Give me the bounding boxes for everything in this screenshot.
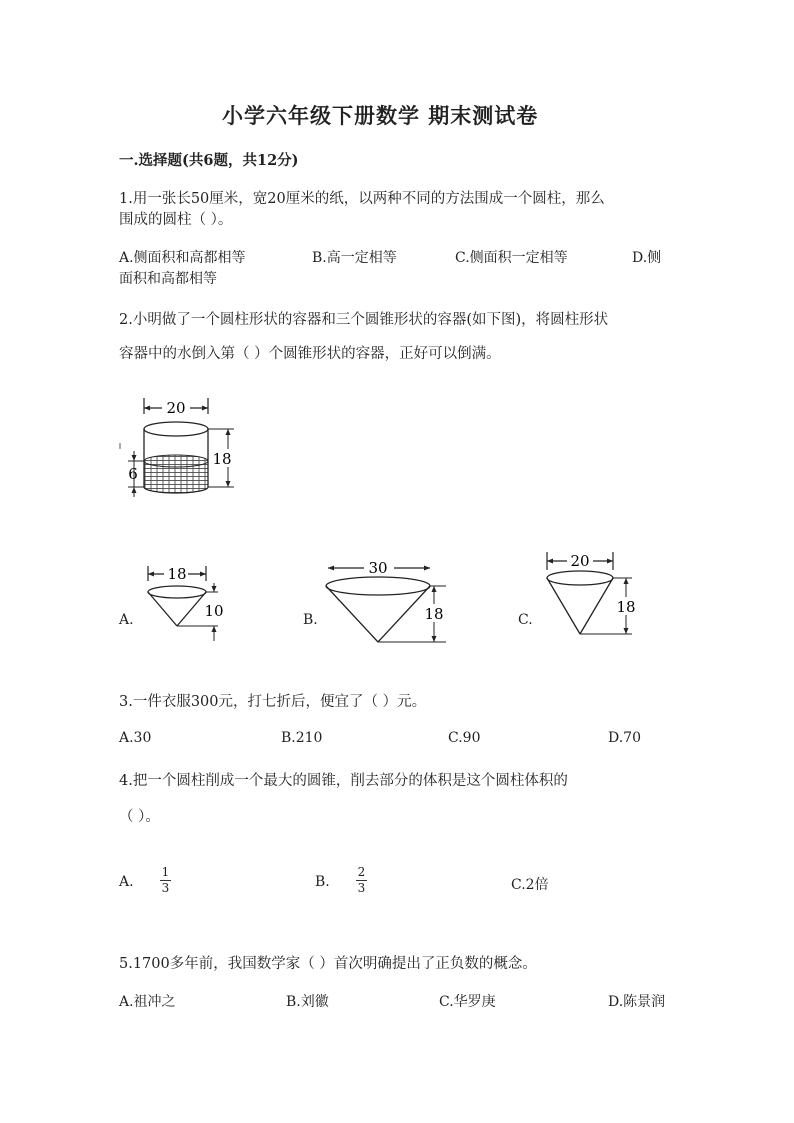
fraction-numerator: 1 xyxy=(161,865,170,879)
fraction-numerator: 2 xyxy=(357,865,366,879)
cone-a-figure xyxy=(140,563,230,645)
question-5-text: 5.1700多年前，我国数学家（ ）首次明确提出了正负数的概念。 xyxy=(119,956,537,972)
question-2-line-2: 容器中的水倒入第（ ）个圆锥形状的容器，正好可以倒满。 xyxy=(119,346,501,362)
question-4-option-c[interactable]: C.2倍 xyxy=(511,877,549,893)
question-1-option-d-wrap: 面积和高都相等 xyxy=(119,271,217,287)
question-4-line-1: 4.把一个圆柱削成一个最大的圆锥，削去部分的体积是这个圆柱体积的 xyxy=(119,773,568,789)
cone-a-diameter-label: 18 xyxy=(167,565,187,583)
cone-b-figure xyxy=(322,556,452,648)
question-2-line-1: 2.小明做了一个圆柱形状的容器和三个圆锥形状的容器(如下图)，将圆柱形状 xyxy=(119,312,609,328)
question-3-option-a[interactable]: A.30 xyxy=(119,730,152,746)
question-5-option-b[interactable]: B.刘徽 xyxy=(286,994,329,1010)
cone-a-height-label: 10 xyxy=(204,602,224,620)
question-1-option-a[interactable]: A.侧面积和高都相等 xyxy=(119,250,246,266)
question-4-option-a-fraction xyxy=(160,866,171,895)
question-5-option-d[interactable]: D.陈景润 xyxy=(608,994,666,1010)
fraction-denominator: 3 xyxy=(161,881,170,895)
question-1-option-d[interactable]: D.侧 xyxy=(632,250,662,266)
question-4-line-2: （ ）。 xyxy=(119,809,160,825)
question-5-option-a[interactable]: A.祖冲之 xyxy=(119,994,176,1010)
section-heading: 一.选择题(共6题，共12分) xyxy=(119,152,299,169)
cone-c-height-label: 18 xyxy=(616,598,636,616)
question-3-text: 3.一件衣服300元，打七折后，便宜了（ ）元。 xyxy=(119,694,427,710)
question-1-option-c[interactable]: C.侧面积一定相等 xyxy=(455,250,568,266)
cone-b-diameter-label: 30 xyxy=(368,559,388,577)
cone-c-option-label[interactable]: C. xyxy=(518,612,533,628)
question-3-option-b[interactable]: B.210 xyxy=(281,730,323,746)
question-3-option-d[interactable]: D.70 xyxy=(608,730,641,746)
question-1-line-2: 围成的圆柱（ ）。 xyxy=(119,212,233,228)
cone-a-option-label[interactable]: A. xyxy=(119,612,134,628)
cylinder-height-label: 18 xyxy=(212,450,232,468)
cone-c-diameter-label: 20 xyxy=(570,552,590,570)
question-3-option-c[interactable]: C.90 xyxy=(448,730,481,746)
cone-b-option-label[interactable]: B. xyxy=(303,612,318,628)
question-1-option-b[interactable]: B.高一定相等 xyxy=(312,250,397,266)
cylinder-diameter-label: 20 xyxy=(166,399,186,417)
question-4-option-b-fraction xyxy=(356,866,367,895)
cylinder-figure xyxy=(112,393,242,503)
question-1-line-1: 1.用一张长50厘米，宽20厘米的纸，以两种不同的方法围成一个圆柱，那么 xyxy=(119,191,605,207)
question-4-option-b[interactable]: B. xyxy=(315,874,330,890)
fraction-denominator: 3 xyxy=(357,881,366,895)
question-4-option-a[interactable]: A. xyxy=(119,874,134,890)
question-5-option-c[interactable]: C.华罗庚 xyxy=(439,994,496,1010)
cone-c-figure xyxy=(540,548,640,640)
cone-b-height-label: 18 xyxy=(424,605,444,623)
page-title: 小学六年级下册数学 期末测试卷 xyxy=(222,103,539,128)
water-height-label: 6 xyxy=(128,465,138,483)
